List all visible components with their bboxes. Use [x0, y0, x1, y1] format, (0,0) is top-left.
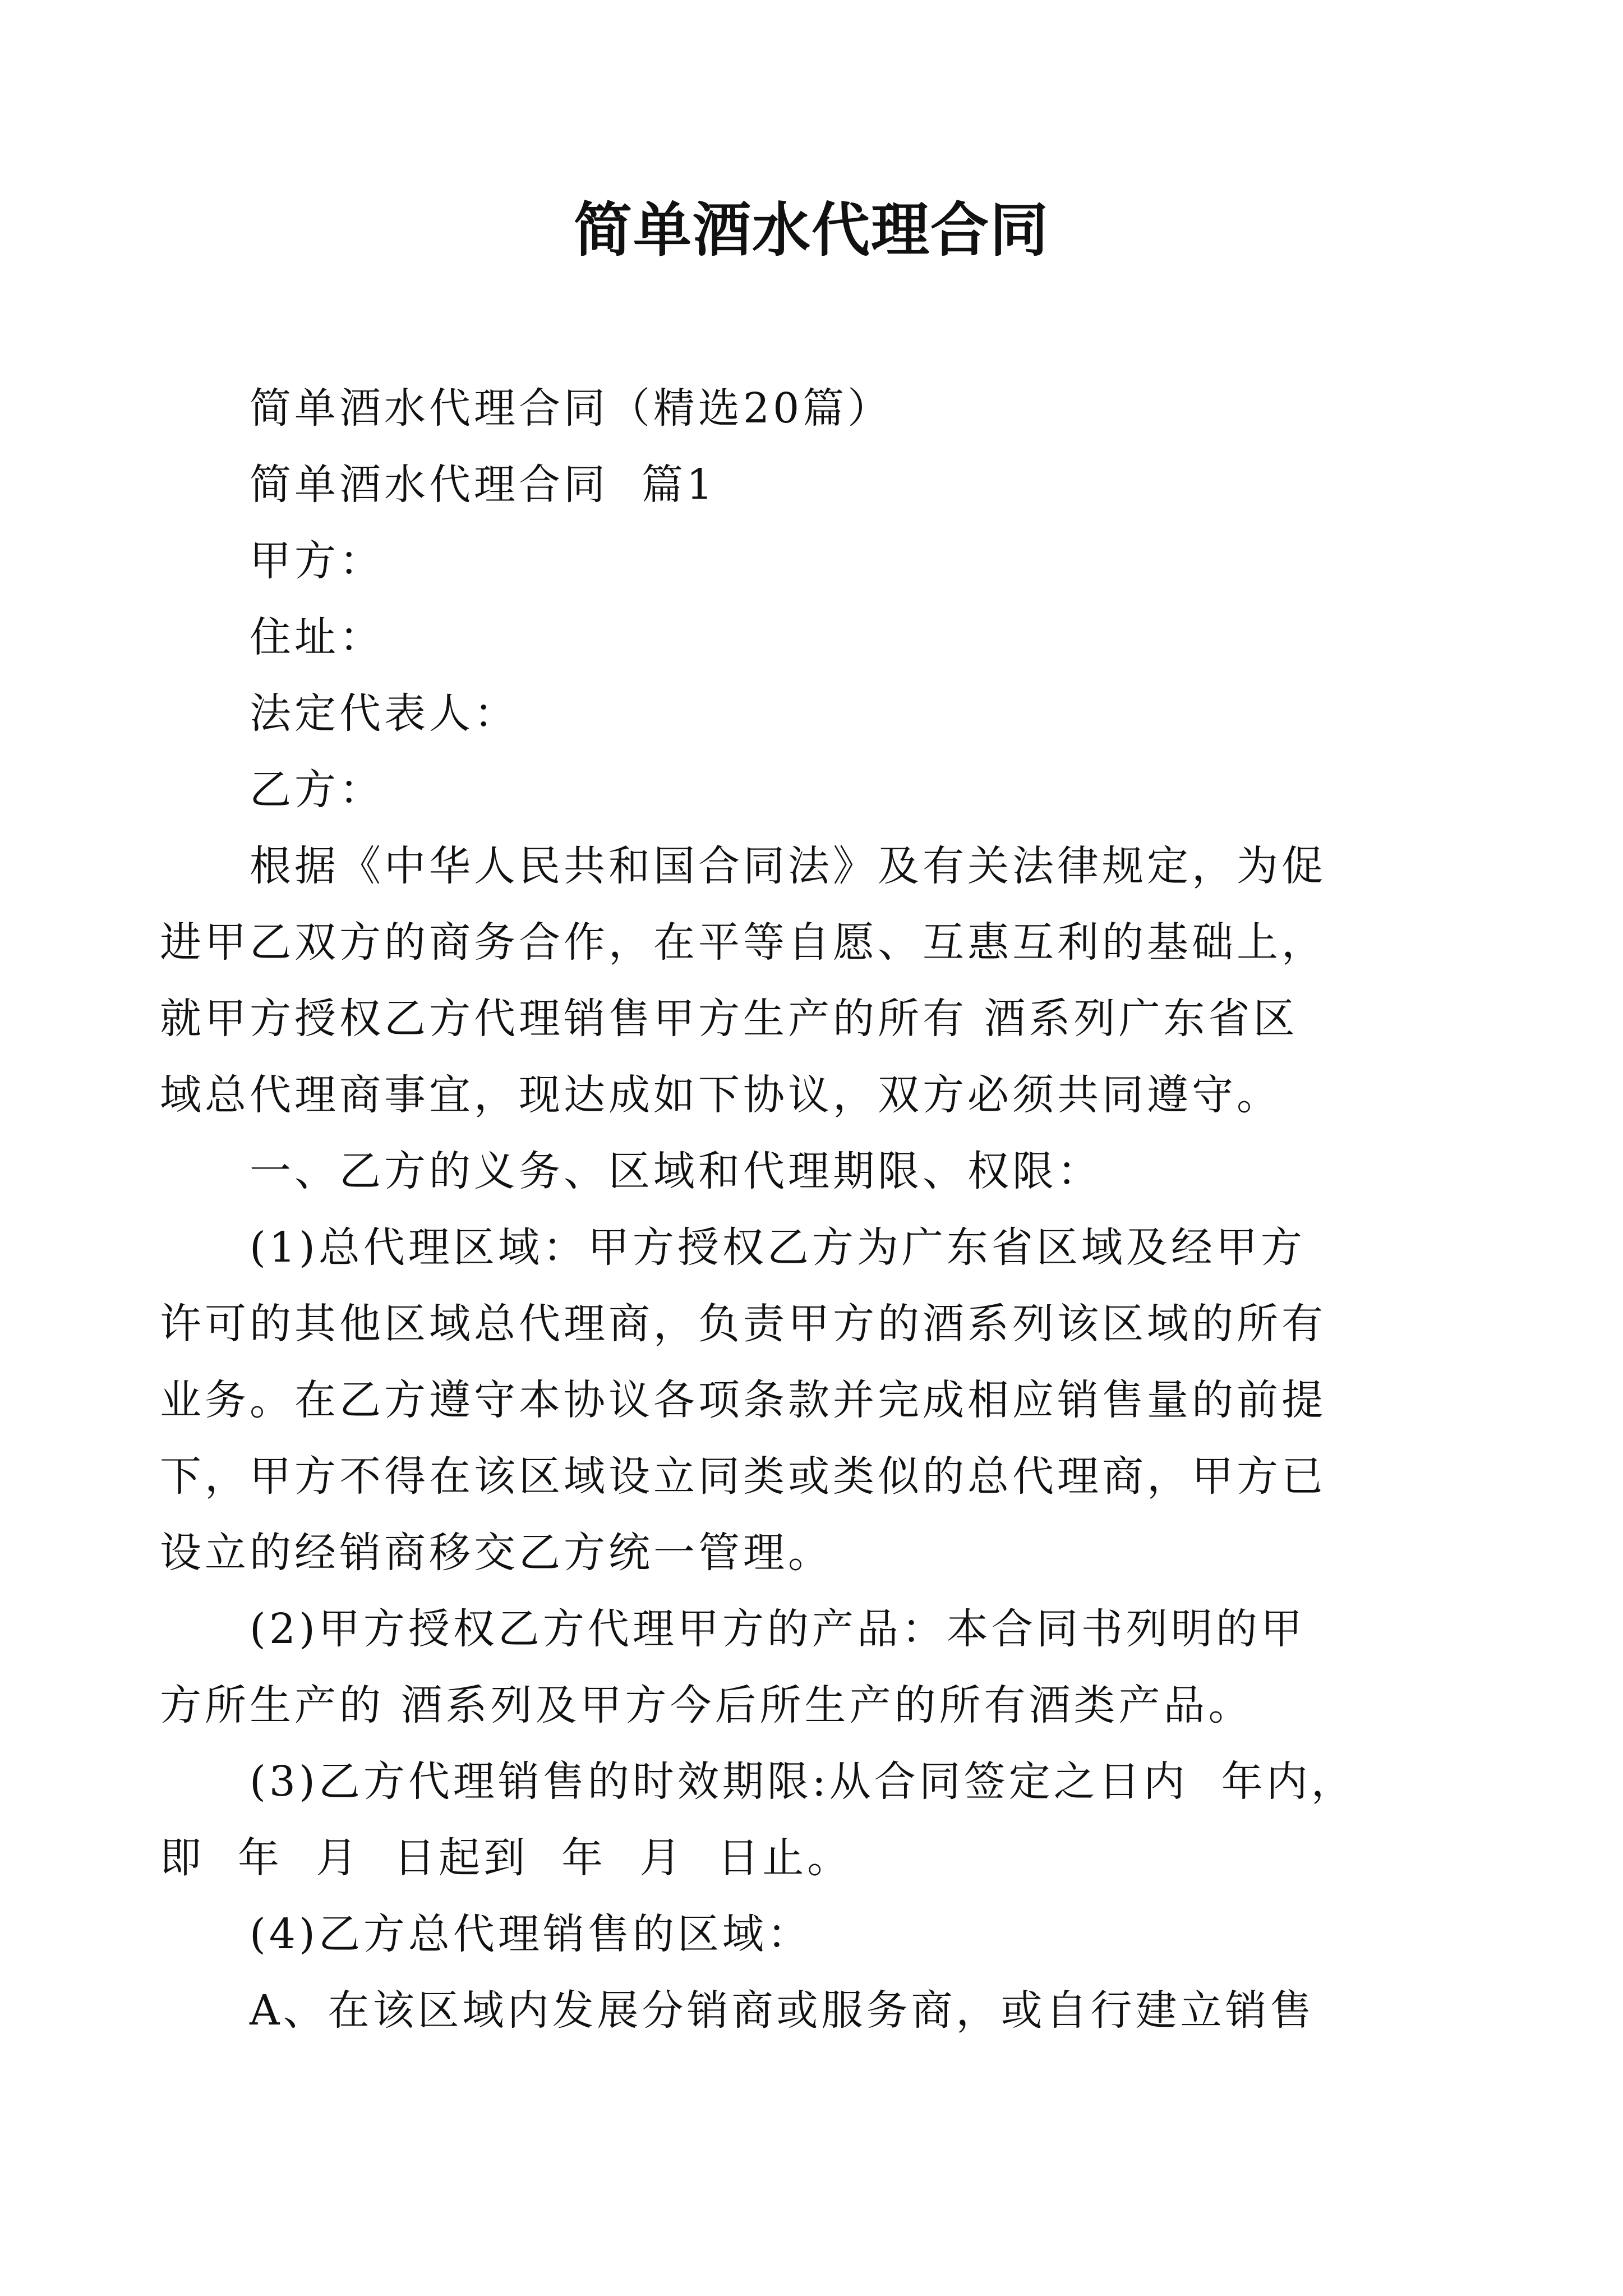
legal-representative-label: 法定代表人：	[250, 689, 519, 738]
paragraph-line: 下，甲方不得在该区域设立同类或类似的总代理商，甲方已	[160, 1452, 1326, 1501]
paragraph-line: 即 年 月 日起到 年 月 日止。	[160, 1834, 852, 1882]
party-a-label: 甲方：	[250, 537, 384, 585]
paragraph-line: (2)甲方授权乙方代理甲方的产品：本合同书列明的甲	[250, 1605, 1306, 1653]
intro-line: 简单酒水代理合同（精选20篇）	[250, 384, 893, 432]
paragraph-line: 就甲方授权乙方代理销售甲方生产的所有 酒系列广东省区	[160, 995, 1298, 1043]
document-body	[160, 370, 1382, 2049]
paragraph-line: (3)乙方代理销售的时效期限:从合同签定之日内 年内，	[250, 1757, 1356, 1806]
paragraph-line: (4)乙方总代理销售的区域：	[250, 1910, 812, 1958]
paragraph-line: (1)总代理区域：甲方授权乙方为广东省区域及经甲方	[250, 1223, 1306, 1272]
section-heading: 简单酒水代理合同 篇1	[250, 461, 717, 509]
paragraph-line: 域总代理商事宜，现达成如下协议，双方必须共同遵守。	[160, 1071, 1281, 1119]
address-label: 住址：	[250, 613, 384, 661]
party-b-label: 乙方：	[250, 766, 384, 814]
paragraph-line: A、在该区域内发展分销商或服务商，或自行建立销售	[250, 1986, 1315, 2035]
paragraph-line: 根据《中华人民共和国合同法》及有关法律规定，为促	[250, 842, 1326, 890]
paragraph-line: 方所生产的 酒系列及甲方今后所生产的所有酒类产品。	[160, 1681, 1253, 1729]
document-title: 简单酒水代理合同	[573, 196, 1049, 264]
paragraph-line: 业务。在乙方遵守本协议各项条款并完成相应销售量的前提	[160, 1376, 1326, 1424]
paragraph-line: 进甲乙双方的商务合作，在平等自愿、互惠互利的基础上，	[160, 918, 1326, 967]
paragraph-line: 许可的其他区域总代理商，负责甲方的酒系列该区域的所有	[160, 1300, 1326, 1348]
paragraph-line: 设立的经销商移交乙方统一管理。	[160, 1529, 833, 1577]
clause-heading: 一、乙方的义务、区域和代理期限、权限：	[250, 1147, 1102, 1195]
